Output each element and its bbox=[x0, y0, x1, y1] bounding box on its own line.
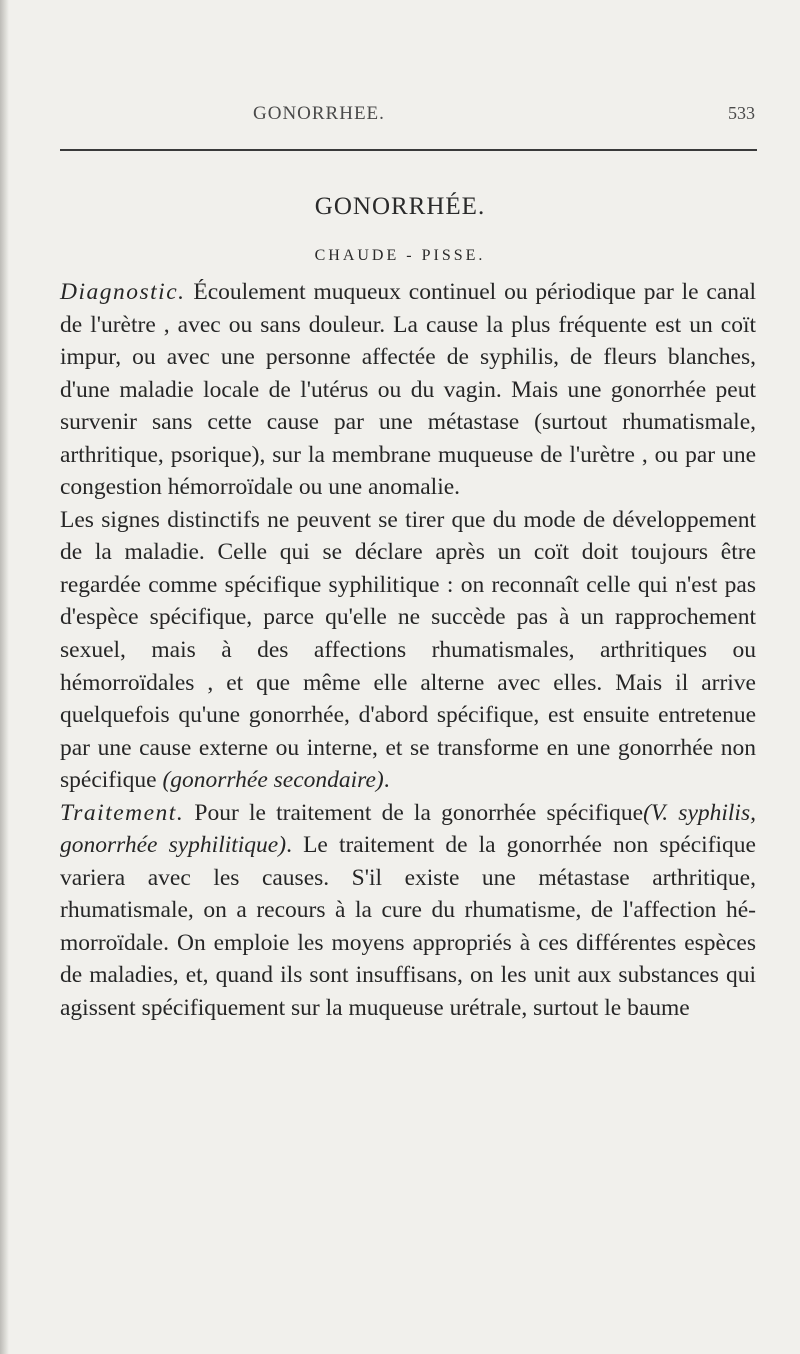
body-text bbox=[60, 276, 756, 1025]
paragraph-text: Écoulement muqueux continuel ou périodique par le canal de l'urètre , avec ou sans douleur. La cause la plus fréquente est un coït impur, ou avec une personne affectée de syphilis, de fleurs blanches, d'une maladie locale de l'utérus ou du vagin. Mais une gonorrhée peut survenir sans cette cause par une métastase (surtout rhumatismale, arthritique, psorique), sur la membrane muqueuse de l'urètre , ou par une congestion hémorroïdale ou une anomalie. bbox=[60, 279, 756, 501]
paragraph-text: . bbox=[383, 767, 390, 794]
paragraph-italic: (gonorrhée secondaire) bbox=[162, 767, 384, 794]
section-title: GONORRHÉE. bbox=[314, 193, 486, 220]
paragraph-signes bbox=[60, 504, 756, 797]
page-header bbox=[60, 103, 755, 133]
running-head: GONORRHEE. bbox=[253, 103, 385, 124]
header-rule bbox=[60, 149, 757, 151]
paragraph-diagnostic bbox=[60, 276, 756, 504]
page-number: 533 bbox=[728, 103, 755, 123]
paragraph-traitement bbox=[60, 797, 756, 1025]
section-subtitle: CHAUDE - PISSE. bbox=[314, 247, 486, 264]
paragraph-text: Pour le traitement de la gonorrhée spécifique bbox=[184, 799, 644, 826]
paragraph-italic: (V. syphilis, gonorrhée syphilitique) bbox=[60, 799, 756, 859]
paragraph-lead-traitement: Traitement. bbox=[60, 799, 185, 826]
paragraph-text: Les signes distinctifs ne peuvent se tirer que du mode de développement de la maladie. Celle qui se déclare après un coït doit toujours être regardée comme spécifique syphilitique : on reconnaît celle qui n'est pas d'espèce spécifique, parce qu'elle ne succède pas à un rapprochement sexuel, mais à des affections rhumatismales, arthritiques ou hémorroïdales , et que même elle alterne avec elles. Mais il arrive quelquefois qu'une gonorrhée, d'abord spécifique, est ensuite entretenue par une cause externe ou interne, et se transforme en une gonorrhée non spécifique bbox=[60, 506, 756, 794]
paragraph-text: . Le traitement de la gonorrhée non spécifique variera avec les causes. S'il existe une métastase arthritique, rhumatismale, on a recours à la cure du rhumatisme, de l'affection hémorroïdale. On emploie les moyens appropriés à ces différentes espèces de maladies, et, quand ils sont insuffisans, on les unit aux substances qui agissent spécifiquement sur la muqueuse urétrale, surtout le baume bbox=[60, 832, 756, 1022]
paragraph-lead-diagnostic: Diagnostic. bbox=[60, 279, 186, 305]
